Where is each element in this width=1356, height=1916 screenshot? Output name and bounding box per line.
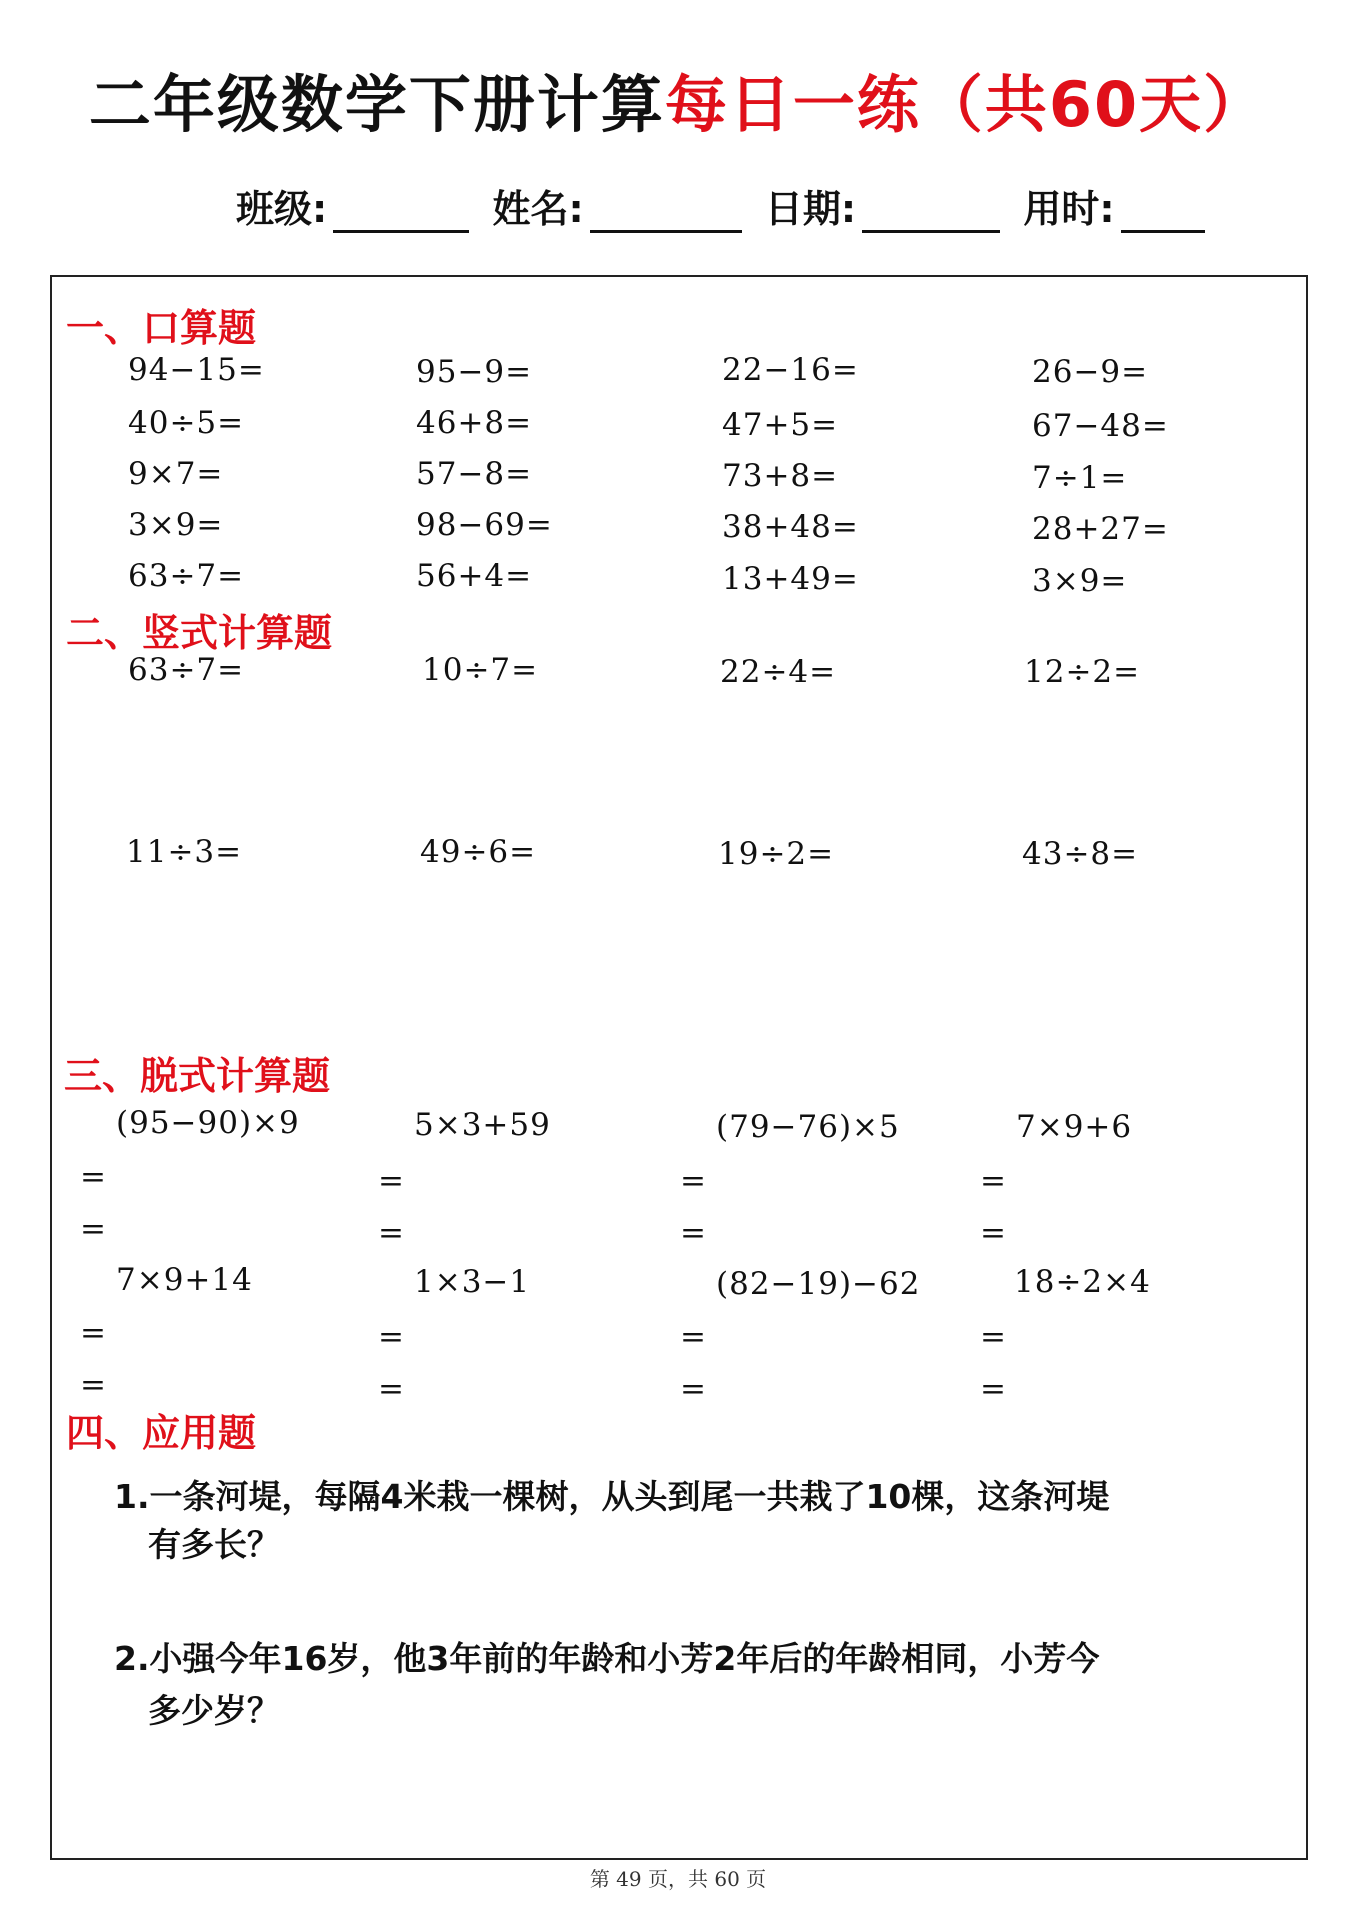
stepwise-item: (95−90)×9 — [116, 1105, 300, 1141]
equals-sign: = — [980, 1215, 1007, 1251]
word-problem-1-line2: 有多长？ — [148, 1525, 280, 1564]
equals-sign: = — [80, 1315, 107, 1351]
vertical-item: 63÷7= — [128, 652, 245, 688]
class-blank[interactable] — [333, 190, 469, 233]
title-red: 每日一练（共60天） — [664, 68, 1268, 141]
stepwise-item: 7×9+14 — [116, 1262, 253, 1298]
oral-item: 67−48= — [1032, 408, 1169, 444]
name-blank[interactable] — [590, 190, 742, 233]
oral-item: 3×9= — [1032, 563, 1128, 599]
equals-sign: = — [980, 1371, 1007, 1407]
oral-item: 98−69= — [416, 507, 553, 543]
vertical-item: 11÷3= — [126, 834, 243, 870]
stepwise-item: (82−19)−62 — [716, 1266, 921, 1302]
equals-sign: = — [378, 1319, 405, 1355]
name-field[interactable] — [492, 178, 741, 233]
name-label: 姓名: — [492, 187, 584, 231]
equals-sign: = — [378, 1215, 405, 1251]
oral-item: 40÷5= — [128, 405, 245, 441]
word-problem-2-line1: 2.小强今年16岁，他3年前的年龄和小芳2年后的年龄相同，小芳今 — [114, 1639, 1100, 1678]
class-label: 班级: — [236, 187, 328, 231]
oral-item: 95−9= — [416, 354, 533, 390]
title-black: 二年级数学下册计算 — [88, 68, 665, 141]
date-field[interactable] — [765, 178, 1000, 233]
date-blank[interactable] — [862, 190, 1000, 233]
equals-sign: = — [378, 1371, 405, 1407]
section2-title: 二、竖式计算题 — [66, 610, 333, 655]
section4-title: 四、应用题 — [66, 1410, 257, 1455]
word-problem-1-line1: 1.一条河堤，每隔4米栽一棵树，从头到尾一共栽了10棵，这条河堤 — [114, 1477, 1110, 1516]
equals-sign: = — [80, 1211, 107, 1247]
vertical-item: 43÷8= — [1022, 836, 1139, 872]
oral-item: 38+48= — [722, 509, 859, 545]
equals-sign: = — [378, 1163, 405, 1199]
oral-item: 26−9= — [1032, 354, 1149, 390]
equals-sign: = — [980, 1163, 1007, 1199]
equals-sign: = — [680, 1319, 707, 1355]
time-field[interactable] — [1023, 178, 1204, 233]
oral-item: 73+8= — [722, 458, 839, 494]
oral-item: 63÷7= — [128, 558, 245, 594]
vertical-item: 49÷6= — [420, 834, 537, 870]
section1-title: 一、口算题 — [66, 305, 257, 350]
oral-item: 47+5= — [722, 407, 839, 443]
equals-sign: = — [680, 1163, 707, 1199]
page-footer: 第 49 页，共 60 页 — [589, 1867, 767, 1891]
equals-sign: = — [80, 1367, 107, 1403]
vertical-item: 19÷2= — [718, 836, 835, 872]
equals-sign: = — [980, 1319, 1007, 1355]
time-blank[interactable] — [1121, 190, 1205, 233]
stepwise-item: (79−76)×5 — [716, 1109, 900, 1145]
oral-item: 46+8= — [416, 405, 533, 441]
oral-item: 3×9= — [128, 507, 224, 543]
oral-item: 7÷1= — [1032, 460, 1128, 496]
oral-item: 94−15= — [128, 352, 265, 388]
worksheet-frame — [50, 275, 1308, 1860]
stepwise-item: 7×9+6 — [1016, 1109, 1133, 1145]
page-title — [0, 55, 1356, 144]
time-label: 用时: — [1023, 187, 1115, 231]
oral-item: 56+4= — [416, 558, 533, 594]
vertical-item: 10÷7= — [422, 652, 539, 688]
student-info-row — [236, 178, 1215, 233]
oral-item: 9×7= — [128, 456, 224, 492]
stepwise-item: 1×3−1 — [414, 1264, 531, 1300]
section3-title: 三、脱式计算题 — [64, 1053, 331, 1098]
oral-item: 22−16= — [722, 352, 859, 388]
stepwise-item: 18÷2×4 — [1014, 1264, 1151, 1300]
oral-item: 57−8= — [416, 456, 533, 492]
oral-item: 28+27= — [1032, 511, 1169, 547]
oral-item: 13+49= — [722, 561, 859, 597]
class-field[interactable] — [236, 178, 469, 233]
stepwise-item: 5×3+59 — [414, 1107, 551, 1143]
word-problem-2-line2: 多少岁？ — [148, 1691, 280, 1730]
date-label: 日期: — [764, 187, 857, 231]
equals-sign: = — [80, 1159, 107, 1195]
vertical-item: 22÷4= — [720, 654, 837, 690]
vertical-item: 12÷2= — [1024, 654, 1141, 690]
equals-sign: = — [680, 1371, 707, 1407]
equals-sign: = — [680, 1215, 707, 1251]
